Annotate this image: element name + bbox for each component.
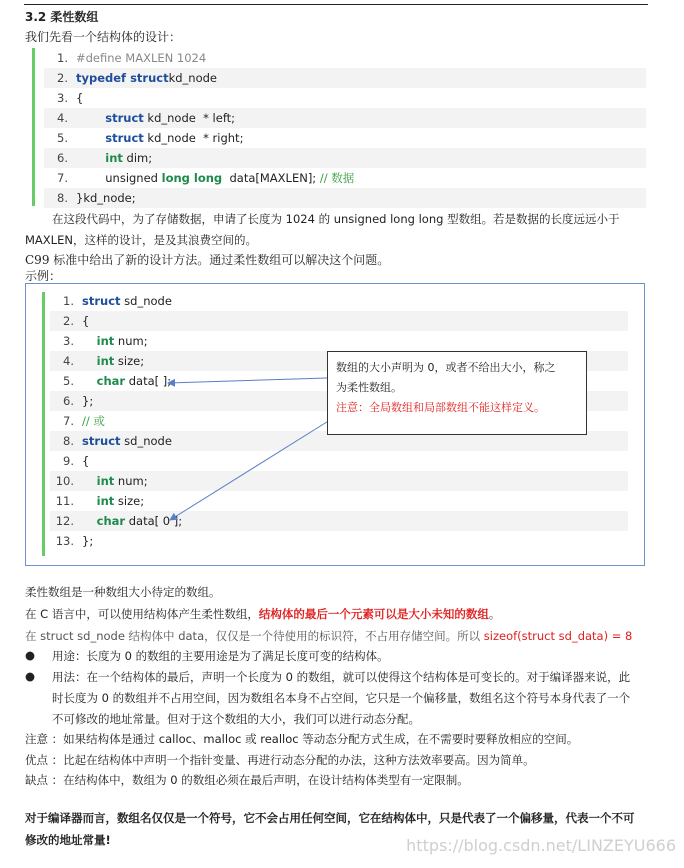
line-number: 1. <box>63 294 74 308</box>
body-line <box>25 606 500 622</box>
line-number: 5. <box>57 131 68 145</box>
text: 在 C 语言中，可以使用结构体产生柔性数组， <box>25 607 259 621</box>
code-token: sd_node <box>120 294 172 308</box>
paragraph: 在这段代码中，为了存储数据，申请了长度为 1024 的 unsigned long long 型数组。若是数据的长度远远小于 <box>52 212 620 226</box>
watermark: https://blog.csdn.net/LINZEYU666 <box>406 836 676 855</box>
code-token: struct <box>105 131 144 145</box>
code-token: num; <box>114 474 148 488</box>
line-number: 6. <box>63 394 74 408</box>
callout-text: 数组的大小声明为 0，或者不给出大小，称之 <box>336 361 556 374</box>
paragraph: C99 标准中给出了新的设计方法。通过柔性数组可以解决这个问题。 <box>25 253 390 267</box>
line-number: 8. <box>63 434 74 448</box>
line-number: 3. <box>57 91 68 105</box>
line-number: 10. <box>55 474 74 488</box>
line-number: 13. <box>55 534 74 548</box>
callout-note <box>327 351 587 435</box>
line-number: 11. <box>55 494 74 508</box>
paragraph: MAXLEN，这样的设计，是及其浪费空间的。 <box>25 233 257 247</box>
line-number: 6. <box>57 151 68 165</box>
code-token: kd_node * left; <box>143 111 236 125</box>
code-token: { <box>82 314 90 328</box>
code-token: char <box>96 514 126 528</box>
intro-text: 我们先看一个结构体的设计： <box>25 30 182 44</box>
bullet-continuation: 时长度为 0 的数组并不占用空间，因为数组名本身不占空间，它只是一个偏移量，数组名这个符号本身代表了一个 <box>52 691 631 705</box>
code-token: int <box>96 354 115 368</box>
bullet-item <box>25 669 631 684</box>
text: 。 <box>488 607 501 621</box>
code-token: int <box>96 494 115 508</box>
code-token: data[MAXLEN]; <box>222 171 320 185</box>
text: 用法：在一个结构体的最后，声明一个长度为 0 的数组，就可以使得这个结构体是可变长的。对于编译器来说，此 <box>52 670 631 684</box>
line-number: 5. <box>63 374 74 388</box>
section-heading: 3.2 柔性数组 <box>25 10 99 24</box>
line-number: 3. <box>63 334 74 348</box>
line-number: 7. <box>57 171 68 185</box>
conclusion-line: 修改的地址常量! <box>25 833 111 847</box>
pros-line: 优点 ：比起在结构体中声明一个指针变量、再进行动态分配的办法，这种方法效率要高。因为简单。 <box>25 753 535 767</box>
code-token: sd_node <box>120 434 172 448</box>
code-token: int <box>96 474 115 488</box>
code-token: kd_node * right; <box>143 131 244 145</box>
conclusion-line: 对于编译器而言，数组名仅仅是一个符号，它不会占用任何空间，它在结构体中，只是代表了一个偏移量，代表一个不可 <box>25 811 635 825</box>
text: 用途：长度为 0 的数组的主要用途是为了满足长度可变的结构体。 <box>52 649 389 663</box>
code-token: long long <box>161 171 223 185</box>
line-number: 1. <box>57 51 68 65</box>
code-token: char <box>96 374 126 388</box>
note-line: 注意 ：如果结构体是通过 calloc、malloc 或 realloc 等动态分配方式生成，在不需要时要释放相应的空间。 <box>25 732 579 746</box>
callout-warning: 注意：全局数组和局部数组不能这样定义。 <box>336 401 545 414</box>
line-number: 4. <box>63 354 74 368</box>
code-token: struct <box>105 111 144 125</box>
line-number: 7. <box>63 414 74 428</box>
line-number: 12. <box>55 514 74 528</box>
code-token: { <box>82 454 90 468</box>
bullet-icon: ● <box>25 648 36 662</box>
code-token: // 或 <box>82 414 105 428</box>
code-token: unsigned <box>76 171 162 185</box>
cons-line: 缺点 ：在结构体中，数组为 0 的数组必须在最后声明，在设计结构体类型有一定限制。 <box>25 773 469 787</box>
code-token: struct <box>82 434 121 448</box>
code-token: }; <box>82 534 94 548</box>
code-token: // 数据 <box>319 171 355 185</box>
code-token: int <box>96 334 115 348</box>
code-token: }kd_node; <box>76 191 136 205</box>
line-number: 9. <box>63 454 74 468</box>
line-number: 2. <box>63 314 74 328</box>
code-token: size; <box>114 354 145 368</box>
example-label: 示例： <box>25 269 62 283</box>
code-token: { <box>76 91 84 105</box>
code-token: #define MAXLEN 1024 <box>76 51 207 65</box>
code-token: data[ ]; <box>125 374 172 388</box>
body-line <box>25 628 632 644</box>
code-token: int <box>105 151 123 165</box>
line-number: 4. <box>57 111 68 125</box>
arrow-to-line-5 <box>168 378 327 383</box>
code-token: num; <box>114 334 148 348</box>
code-token: }; <box>82 394 94 408</box>
sizeof-text: sizeof(struct sd_data) = 8 <box>483 629 633 643</box>
line-number: 8. <box>57 191 68 205</box>
bullet-icon: ● <box>25 669 36 683</box>
code-token: data[ 0 ]; <box>125 514 183 528</box>
bullet-continuation: 不可修改的地址常量。但对于这个数组的大小，我们可以进行动态分配。 <box>52 712 420 726</box>
code-token: dim; <box>122 151 153 165</box>
code-token: struct <box>82 294 121 308</box>
arrow-to-line-12 <box>170 420 330 520</box>
bullet-item <box>25 648 389 663</box>
callout-text: 为柔性数组。 <box>336 381 402 394</box>
code-token: size; <box>114 494 145 508</box>
highlight-text: 结构体的最后一个元素可以是大小未知的数组 <box>258 607 489 621</box>
text: 在 struct sd_node 结构体中 data，仅仅是一个待使用的标识符，不占用存储空间。所以 <box>25 629 484 643</box>
code-token: typedef struct <box>76 71 169 85</box>
body-line: 柔性数组是一种数组大小待定的数组。 <box>25 585 221 599</box>
code-token: kd_node <box>168 71 218 85</box>
line-number: 2. <box>57 71 68 85</box>
